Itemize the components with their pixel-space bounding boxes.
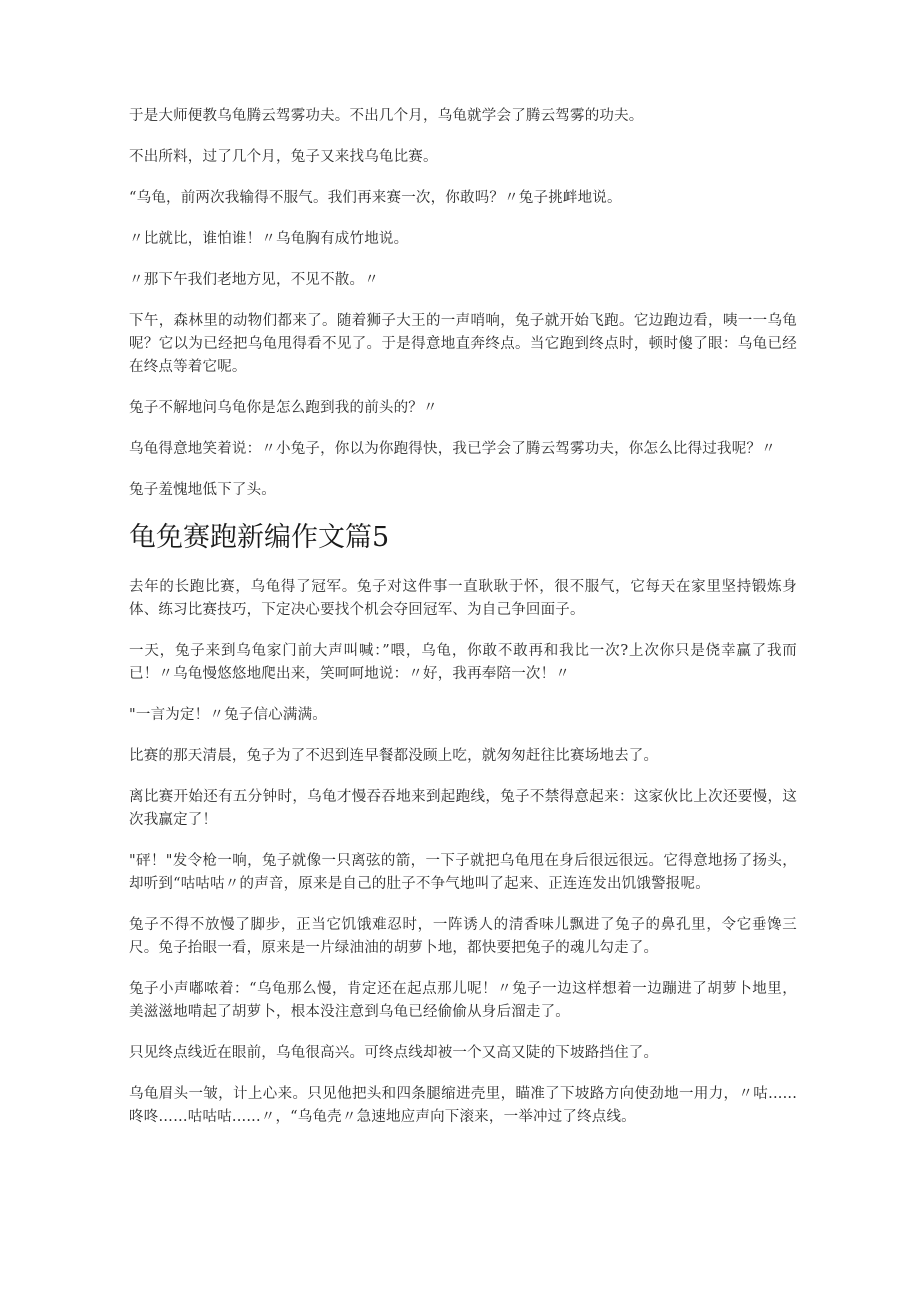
paragraph: 〃那下午我们老地方见，不见不散。〃 (129, 272, 379, 288)
story-section-continued (129, 105, 797, 502)
paragraph: 〃比就比，谁怕谁！〃乌龟胸有成竹地说。 (129, 231, 409, 247)
paragraph: 离比赛开始还有五分钟时，乌龟才慢吞吞地来到起跑线，兔子不禁得意起来：这家伙比上次还要慢，这次我赢定了！ (129, 789, 797, 828)
paragraph: 兔子不得不放慢了脚步，正当它饥饿难忍时，一阵诱人的清香味儿飘进了兔子的鼻孔里，令它垂馋三尺。兔子抬眼一看，原来是一片绿油油的胡萝卜地，都快要把兔子的魂儿勾走了。 (129, 917, 797, 956)
document-page (129, 105, 797, 1147)
paragraph: "一言为定！〃兔子信心满满。 (129, 707, 327, 723)
story-section-5 (129, 576, 797, 1129)
paragraph: 兔子小声嘟哝着：“乌龟那么慢，肯定还在起点那儿呢！〃兔子一边这样想着一边蹦进了胡萝卜地里，美滋滋地啃起了胡萝卜，根本没注意到乌龟已经偷偷从身后溜走了。 (129, 981, 797, 1020)
paragraph: 兔子不解地问乌龟你是怎么跑到我的前头的？〃 (129, 400, 438, 416)
paragraph: 乌龟得意地笑着说：〃小兔子，你以为你跑得快，我已学会了腾云驾雾功夫，你怎么比得过我呢？〃 (129, 441, 776, 457)
paragraph: 一天，兔子来到乌龟家门前大声叫喊：”喂，乌龟，你敢不敢再和我比一次?上次你只是侥幸赢了我而已！〃乌龟慢悠悠地爬出来，笑呵呵地说：〃好，我再奉陪一次！〃 (129, 643, 797, 682)
paragraph: 于是大师便教乌龟腾云驾雾功夫。不出几个月，乌龟就学会了腾云驾雾的功夫。 (129, 108, 644, 124)
paragraph: 不出所料，过了几个月，兔子又来找乌龟比赛。 (129, 149, 438, 165)
paragraph: 比赛的那天清晨，兔子为了不迟到连早餐都没顾上吃，就匆匆赶往比赛场地去了。 (129, 748, 659, 764)
paragraph: 下午，森林里的动物们都来了。随着狮子大王的一声哨响，兔子就开始飞跑。它边跑边看，咦一一乌龟呢？它以为已经把乌龟甩得看不见了。于是得意地直奔终点。当它跑到终点时，顿时傻了眼：乌龟已经在终点等着它呢。 (129, 313, 797, 375)
paragraph: 只见终点线近在眼前，乌龟很高兴。可终点线却被一个又高又陡的下坡路挡住了。 (129, 1045, 659, 1061)
section-heading: 龟免赛跑新编作文篇5 (129, 522, 390, 553)
paragraph: “乌龟，前两次我输得不服气。我们再来赛一次，你敢吗？〃兔子挑衅地说。 (129, 190, 622, 206)
paragraph: "砰！"发令枪一响，兔子就像一只离弦的箭，一下子就把乌龟甩在身后很远很远。它得意地扬了扬头，却听到“咕咕咕〃的声音，原来是自己的肚子不争气地叫了起来、正连连发出饥饿警报呢。 (129, 853, 797, 892)
paragraph: 兔子羞愧地低下了头。 (129, 482, 276, 498)
paragraph: 乌龟眉头一皱，计上心来。只见他把头和四条腿缩进壳里，瞄准了下坡路方向使劲地一用力，〃咕......咚咚……咕咕咕......〃，“乌龟壳〃急速地应声向下滚来，一举冲过了终点线。 (129, 1086, 797, 1125)
paragraph: 去年的长跑比赛，乌龟得了冠军。兔子对这件事一直耿耿于怀，很不服气，它每天在家里坚持锻炼身体、练习比赛技巧，下定决心要找个机会夺回冠军、为自己争回面子。 (129, 579, 797, 618)
